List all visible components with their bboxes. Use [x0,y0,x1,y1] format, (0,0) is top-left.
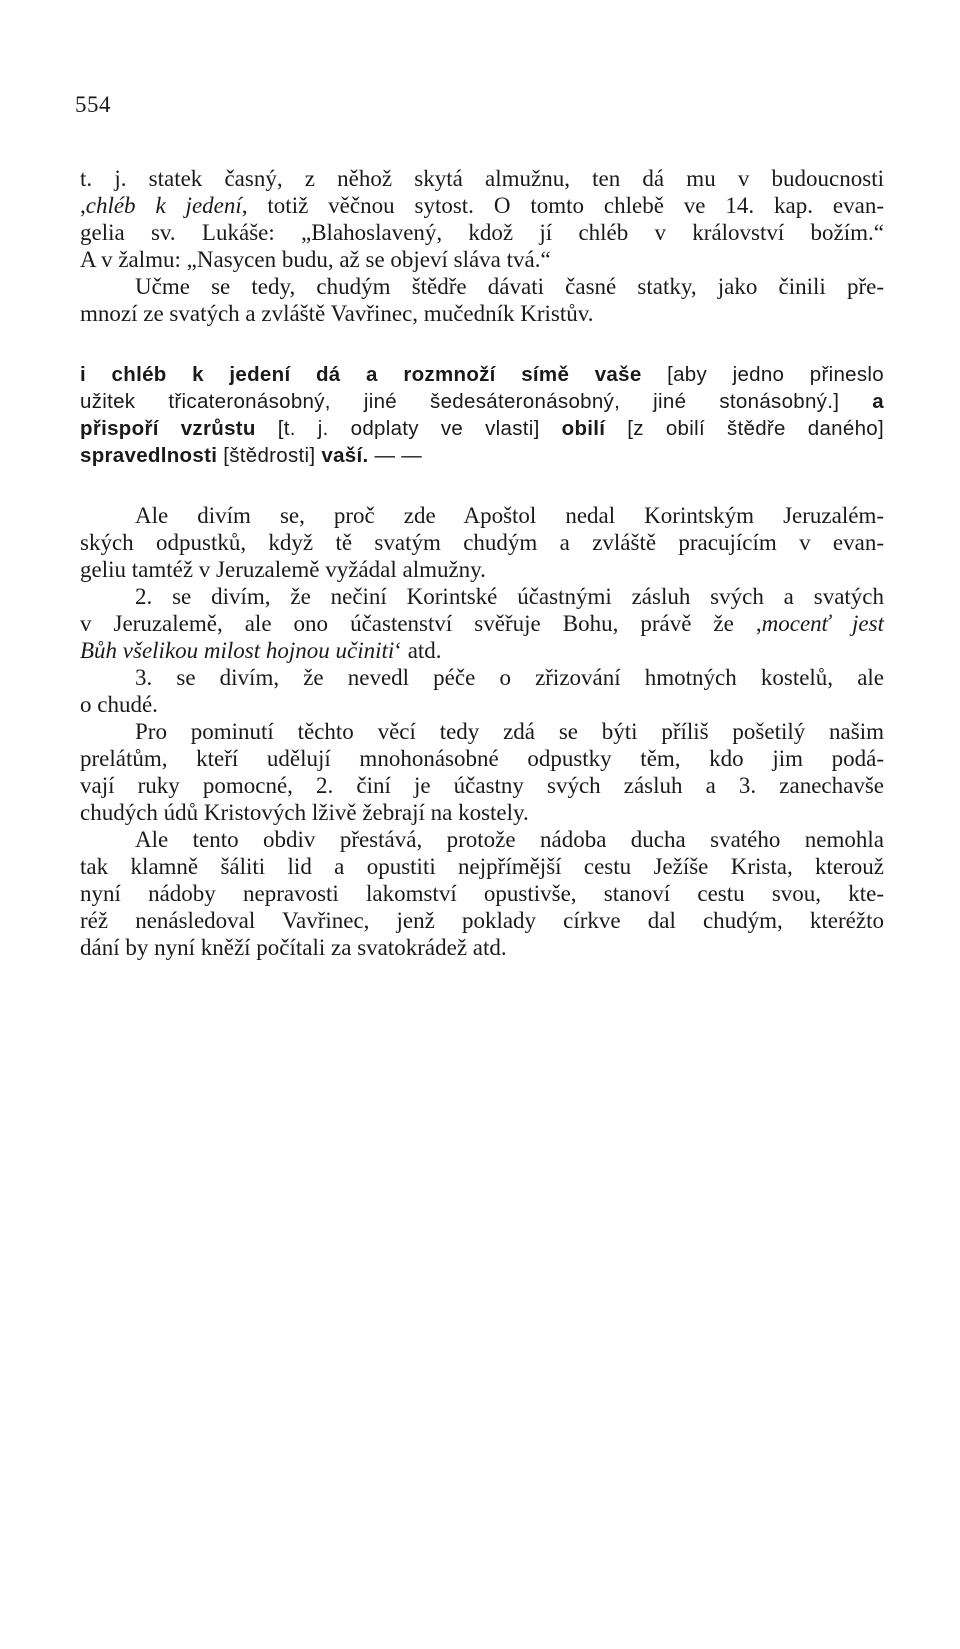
text-run: mnozí ze svatých a zvláště Vavřinec, mučedník Kristův. [80,301,594,326]
text-line [80,529,884,556]
text-line [80,300,884,327]
text-line [80,502,884,529]
text-line [80,583,884,610]
text-run: t. j. statek časný, z něhož skytá almužnu, ten dá mu v budoucnosti [80,166,884,191]
text-line [80,907,884,934]
text-run: 2. se divím, že nečiní Korintské účastnými zásluh svých a svatých [135,584,884,609]
text-run: Pro pominutí těchto věcí tedy zdá se býti příliš pošetilý našim [135,719,884,744]
text-run: [z obilí štědře daného] [605,417,884,440]
text-run: Ale divím se, proč zde Apoštol nedal Korintským Jeruzalém- [135,503,884,528]
text-run: 3. se divím, že nevedl péče o zřizování hmotných kostelů, ale [135,665,884,690]
text-line [80,165,884,192]
italic-run: mocenť jest [761,611,884,636]
text-run: v Jeruzalemě, ale ono účastenství svěřuje Bohu, právě že , [80,611,762,636]
page-number: 554 [75,92,111,117]
text-line [80,664,884,691]
text-run: nyní nádoby nepravosti lakomství opustivše, stanoví cestu svou, kte- [80,881,884,906]
text-line [80,610,884,637]
text-run: gelia sv. Lukáše: „Blahoslavený, kdož jí chléb v království božím.“ [80,220,884,245]
text-run: réž nenásledoval Vavřinec, jenž poklady církve dal chudým, kteréžto [80,908,884,933]
text-line [80,691,884,718]
text-line [80,799,884,826]
text-run: [t. j. odplaty ve vlasti] [255,417,562,440]
text-run: , [80,193,86,218]
bold-run: a [872,390,884,413]
text-run: tak klamně šáliti lid a opustiti nejpřímější cestu Ježíše Krista, kterouž [80,854,884,879]
bold-run: i chléb k jedení dá a rozmnoží símě vaše [80,363,642,386]
text-line [80,934,884,961]
bold-run: spravedlnosti [80,444,218,467]
text-line [80,772,884,799]
text-line [80,415,884,442]
text-line [80,442,884,469]
scripture-verse-quotation [80,361,884,469]
text-line [80,388,884,415]
text-run: [štědrosti] [217,444,322,467]
text-line [80,273,884,300]
text-line [80,718,884,745]
bold-run: vaší. [321,444,369,467]
text-line [80,853,884,880]
text-run: — — [368,444,423,467]
text-line [80,826,884,853]
text-run: , totiž věčnou sytost. O tomto chlebě ve 14. kap. evan- [241,193,884,218]
text-line [80,192,884,219]
text-line [80,361,884,388]
text-run: [aby jedno přineslo [641,363,884,386]
text-run: užitek třicateronásobný, jiné šedesáteronásobný, jiné stonásobný.] [80,390,873,413]
bold-run: obilí [561,417,606,440]
bold-run: přispoří vzrůstu [80,417,256,440]
text-run: prelátům, kteří udělují mnohonásobné odpustky těm, kdo jim podá- [80,746,884,771]
italic-run: Bůh všelikou milost hojnou učiniti [80,638,395,663]
text-run: o chudé. [80,692,158,717]
text-line [80,880,884,907]
text-line [80,637,884,664]
text-run: vají ruky pomocné, 2. činí je účastny svých zásluh a 3. zanechavše [80,773,884,798]
text-run: ‘ atd. [394,638,442,663]
text-line [80,556,884,583]
italic-run: chléb k jedení [85,193,242,218]
text-run: chudých údů Kristových lživě žebrají na kostely. [80,800,529,825]
paragraph-commentary-bread [80,165,884,327]
text-run: A v žalmu: „Nasycen budu, až se objeví sláva tvá.“ [80,247,551,272]
paragraph-wonder-apostle [80,502,884,961]
text-line [80,219,884,246]
text-line [80,745,884,772]
text-run: dání by nyní kněží počítali za svatokrádež atd. [80,935,507,960]
text-line [80,246,884,273]
text-run: ských odpustků, když tě svatým chudým a zvláště pracujícím v evan- [80,530,884,555]
text-run: geliu tamtéž v Jeruzalemě vyžádal almužny. [80,557,486,582]
text-run: Ale tento obdiv přestává, protože nádoba ducha svatého nemohla [135,827,884,852]
text-run: Učme se tedy, chudým štědře dávati časné statky, jako činili pře- [135,274,884,299]
